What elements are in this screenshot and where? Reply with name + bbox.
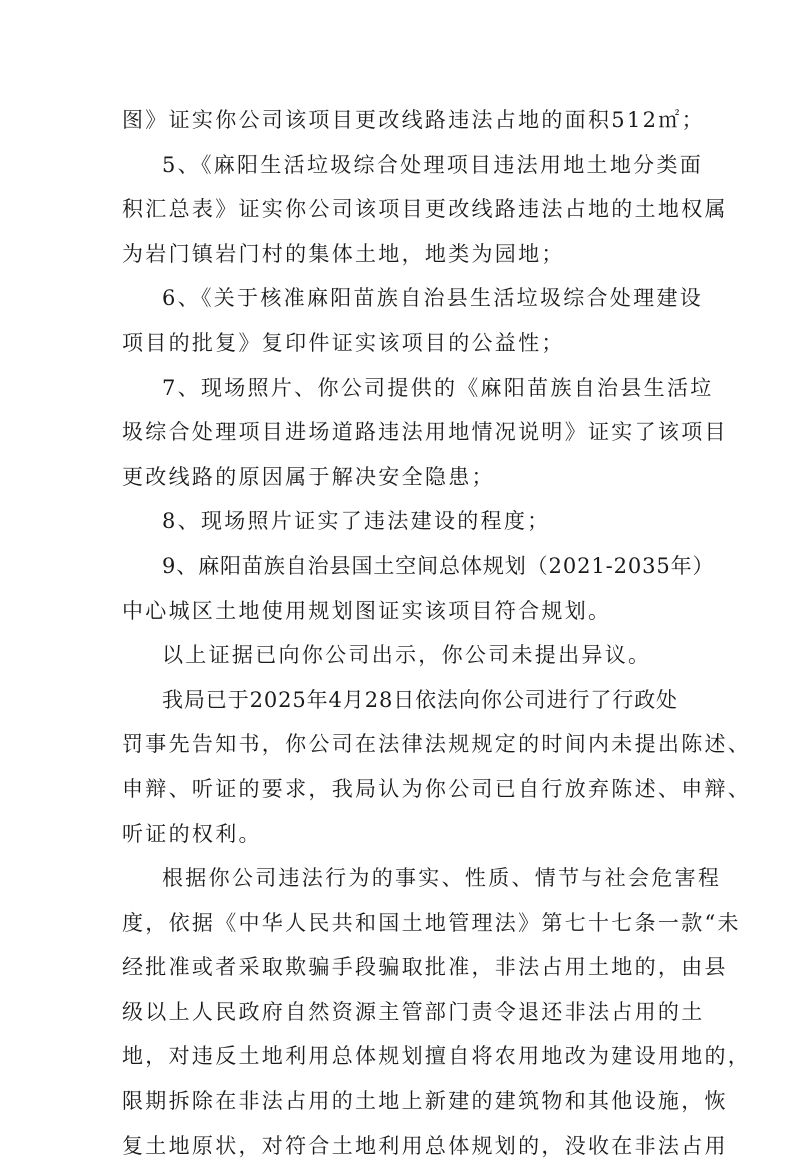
text-line: 8、现场照片证实了违法建设的程度； — [162, 509, 551, 534]
text-line: 为岩门镇岩门村的集体土地，地类为园地； — [122, 241, 565, 266]
text-line: 复土地原状，对符合土地利用总体规划的，没收在非法占用 — [122, 1133, 728, 1158]
text-line: 项目的批复》复印件证实该项目的公益性； — [122, 330, 565, 355]
text-line: 级以上人民政府自然资源主管部门责令退还非法占用的土 — [122, 999, 705, 1024]
text-line: 限期拆除在非法占用的土地上新建的建筑物和其他设施，恢 — [122, 1089, 728, 1114]
text-line: 我局已于2025年4月28日依法向你公司进行了行政处 — [162, 687, 678, 712]
text-line: 图》证实你公司该项目更改线路违法占地的面积512㎡； — [122, 108, 705, 132]
text-line: 中心城区土地使用规划图证实该项目符合规划。 — [122, 598, 612, 623]
text-line: 申辩、听证的要求，我局认为你公司已自行放弃陈述、申辩、 — [122, 776, 752, 801]
text-line: 更改线路的原因属于解决安全隐患； — [122, 464, 495, 489]
text-line: 圾综合处理项目进场道路违法用地情况说明》证实了该项目 — [122, 420, 728, 445]
text-line: 根据你公司违法行为的事实、性质、情节与社会危害程 — [162, 866, 722, 891]
text-line: 9、麻阳苗族自治县国土空间总体规划（2021-2035年） — [162, 553, 715, 578]
document-body — [122, 98, 752, 1168]
text-line: 听证的权利。 — [122, 821, 262, 846]
text-line: 6、《关于核准麻阳苗族自治县生活垃圾综合处理建设 — [162, 286, 704, 311]
text-line: 地，对违反土地利用总体规划擅自将农用地改为建设用地的， — [122, 1044, 752, 1069]
text-line: 积汇总表》证实你公司该项目更改线路违法占地的土地权属 — [122, 197, 728, 222]
text-line: 度，依据《中华人民共和国土地管理法》第七十七条一款“未 — [122, 910, 741, 935]
text-line: 5、《麻阳生活垃圾综合处理项目违法用地土地分类面 — [162, 152, 704, 177]
text-line: 7、现场照片、你公司提供的《麻阳苗族自治县生活垃 — [162, 375, 714, 400]
text-line: 以上证据已向你公司出示，你公司未提出异议。 — [162, 643, 652, 668]
text-line: 经批准或者采取欺骗手段骗取批准，非法占用土地的，由县 — [122, 955, 728, 980]
text-line: 罚事先告知书，你公司在法律法规规定的时间内未提出陈述、 — [122, 732, 752, 757]
